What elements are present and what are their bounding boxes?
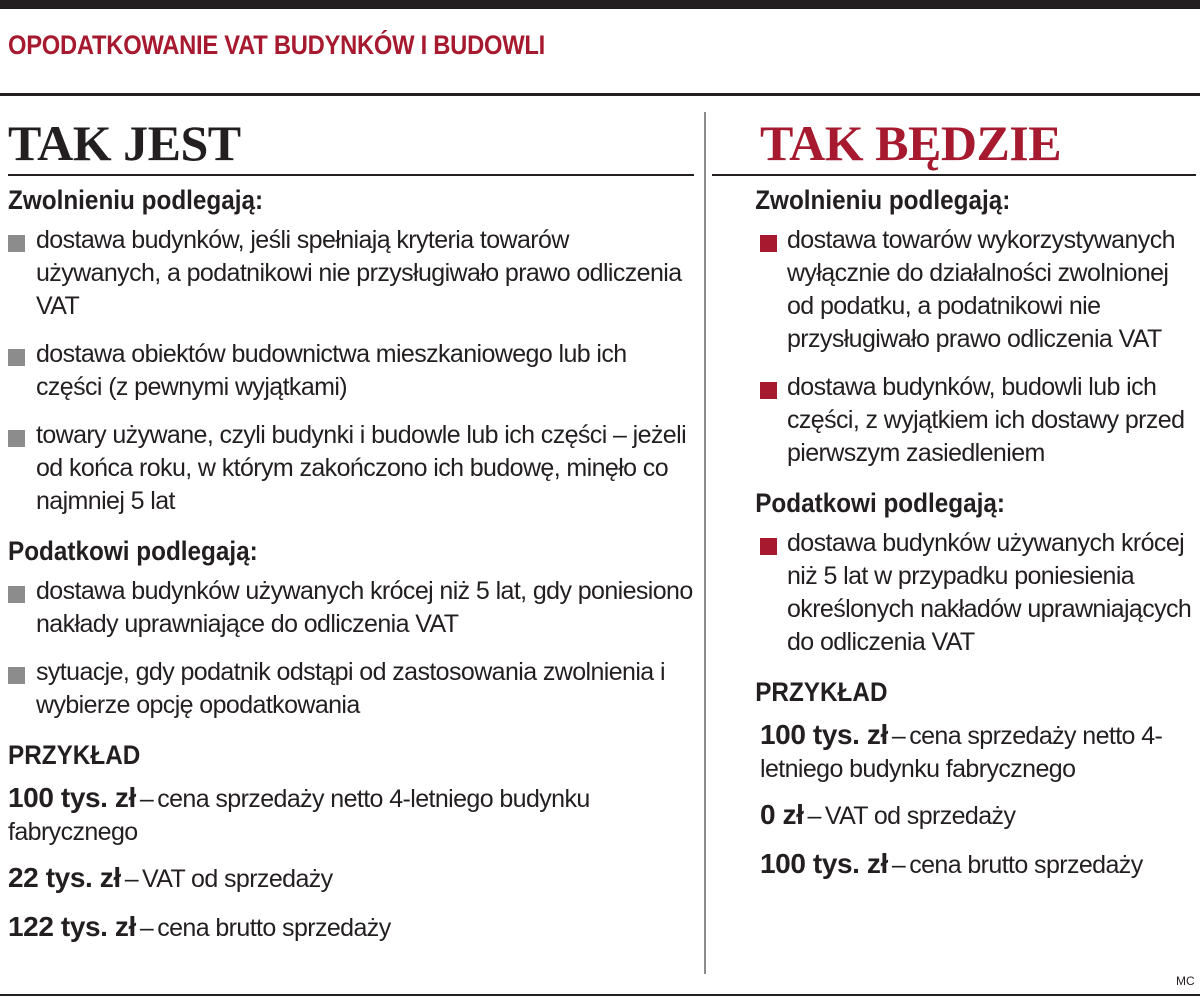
example-text: cena sprzedaży netto 4-letniego budynku fabrycznego (8, 785, 590, 846)
list-item-text: towary używane, czyli budynki i budowle lub ich części – jeżeli od końca roku, w którym zakończono ich budowę, minęło co najmniej 5 lat (36, 421, 687, 515)
square-bullet-icon (760, 382, 777, 399)
column-title: TAK BĘDZIE (760, 115, 1062, 171)
list-item-text: dostawa budynków, jeśli spełniają kryteria towarów używanych, a podatnikowi nie przysługiwało prawo odliczenia VAT (36, 226, 682, 320)
square-bullet-icon (8, 667, 25, 684)
example-text: cena brutto sprzedaży (909, 851, 1143, 879)
square-bullet-icon (8, 235, 25, 252)
column-title: TAK JEST (8, 115, 241, 171)
square-bullet-icon (8, 349, 25, 366)
header-rule (0, 93, 1200, 96)
example-line (712, 718, 1196, 786)
list-item-text: dostawa towarów wykorzystywanych wyłącznie do działalności zwolnionej od podatku, a podatnikowi nie przysługiwało prawo odliczenia VAT (787, 226, 1175, 353)
dash: – (807, 802, 821, 830)
list-item-text: dostawa obiektów budownictwa mieszkaniowego lub ich części (z pewnymi wyjątkami) (36, 340, 627, 401)
square-bullet-icon (8, 430, 25, 447)
author-credit: MC (1176, 974, 1195, 988)
column-current (8, 112, 694, 945)
example-line (8, 861, 694, 896)
example-heading: PRZYKŁAD (8, 740, 141, 770)
exempt-list (712, 224, 1196, 470)
list-item (8, 338, 694, 404)
list-item (712, 224, 1196, 356)
example-amount: 0 zł (760, 799, 804, 830)
example-amount: 100 tys. zł (760, 719, 888, 750)
taxed-list (8, 575, 694, 722)
example-text: cena brutto sprzedaży (157, 914, 391, 942)
list-item-text: dostawa budynków używanych krócej niż 5 lat, gdy poniesiono nakłady uprawniające do odliczenia VAT (36, 577, 693, 638)
example-heading: PRZYKŁAD (755, 677, 888, 707)
dash: – (891, 851, 906, 879)
example-text: VAT od sprzedaży (824, 802, 1016, 830)
square-bullet-icon (760, 538, 777, 555)
list-item (8, 656, 694, 722)
list-item (712, 527, 1196, 659)
example-text: VAT od sprzedaży (142, 865, 333, 893)
column-divider (704, 112, 706, 974)
exempt-heading: Zwolnieniu podlegają: (8, 185, 264, 215)
example-line (712, 798, 1196, 833)
list-item-text: sytuacje, gdy podatnik odstąpi od zastosowania zwolnienia i wybierze opcję opodatkowania (36, 658, 665, 719)
square-bullet-icon (760, 235, 777, 252)
example-amount: 100 tys. zł (760, 848, 888, 879)
page-title: OPODATKOWANIE VAT BUDYNKÓW I BUDOWLI (8, 30, 545, 60)
dash: – (139, 785, 154, 813)
top-bar (0, 0, 1200, 9)
list-item (712, 371, 1196, 470)
title-rule (712, 174, 1196, 176)
list-item (8, 575, 694, 641)
dash: – (891, 722, 906, 750)
example-line (8, 910, 694, 945)
list-item (8, 419, 694, 518)
dash: – (139, 914, 154, 942)
list-item (8, 224, 694, 323)
exempt-heading: Zwolnieniu podlegają: (755, 185, 1011, 215)
list-item-text: dostawa budynków używanych krócej niż 5 lat w przypadku poniesienia określonych nakładów uprawniających do odliczenia VAT (787, 529, 1192, 656)
dash: – (124, 865, 139, 893)
example-text: cena sprzedaży netto 4-letniego budynku fabrycznego (760, 722, 1163, 783)
list-item-text: dostawa budynków, budowli lub ich części, z wyjątkiem ich dostawy przed pierwszym zasiedleniem (787, 373, 1185, 467)
example-line (712, 847, 1196, 882)
taxed-heading: Podatkowi podlegają: (755, 488, 1005, 518)
example-line (8, 781, 694, 849)
example-amount: 22 tys. zł (8, 862, 121, 893)
bottom-rule (0, 994, 1200, 996)
taxed-heading: Podatkowi podlegają: (8, 536, 258, 566)
example-amount: 122 tys. zł (8, 911, 136, 942)
square-bullet-icon (8, 586, 25, 603)
taxed-list (712, 527, 1196, 659)
title-rule (8, 174, 694, 176)
exempt-list (8, 224, 694, 518)
example-amount: 100 tys. zł (8, 782, 136, 813)
column-future (712, 112, 1196, 882)
